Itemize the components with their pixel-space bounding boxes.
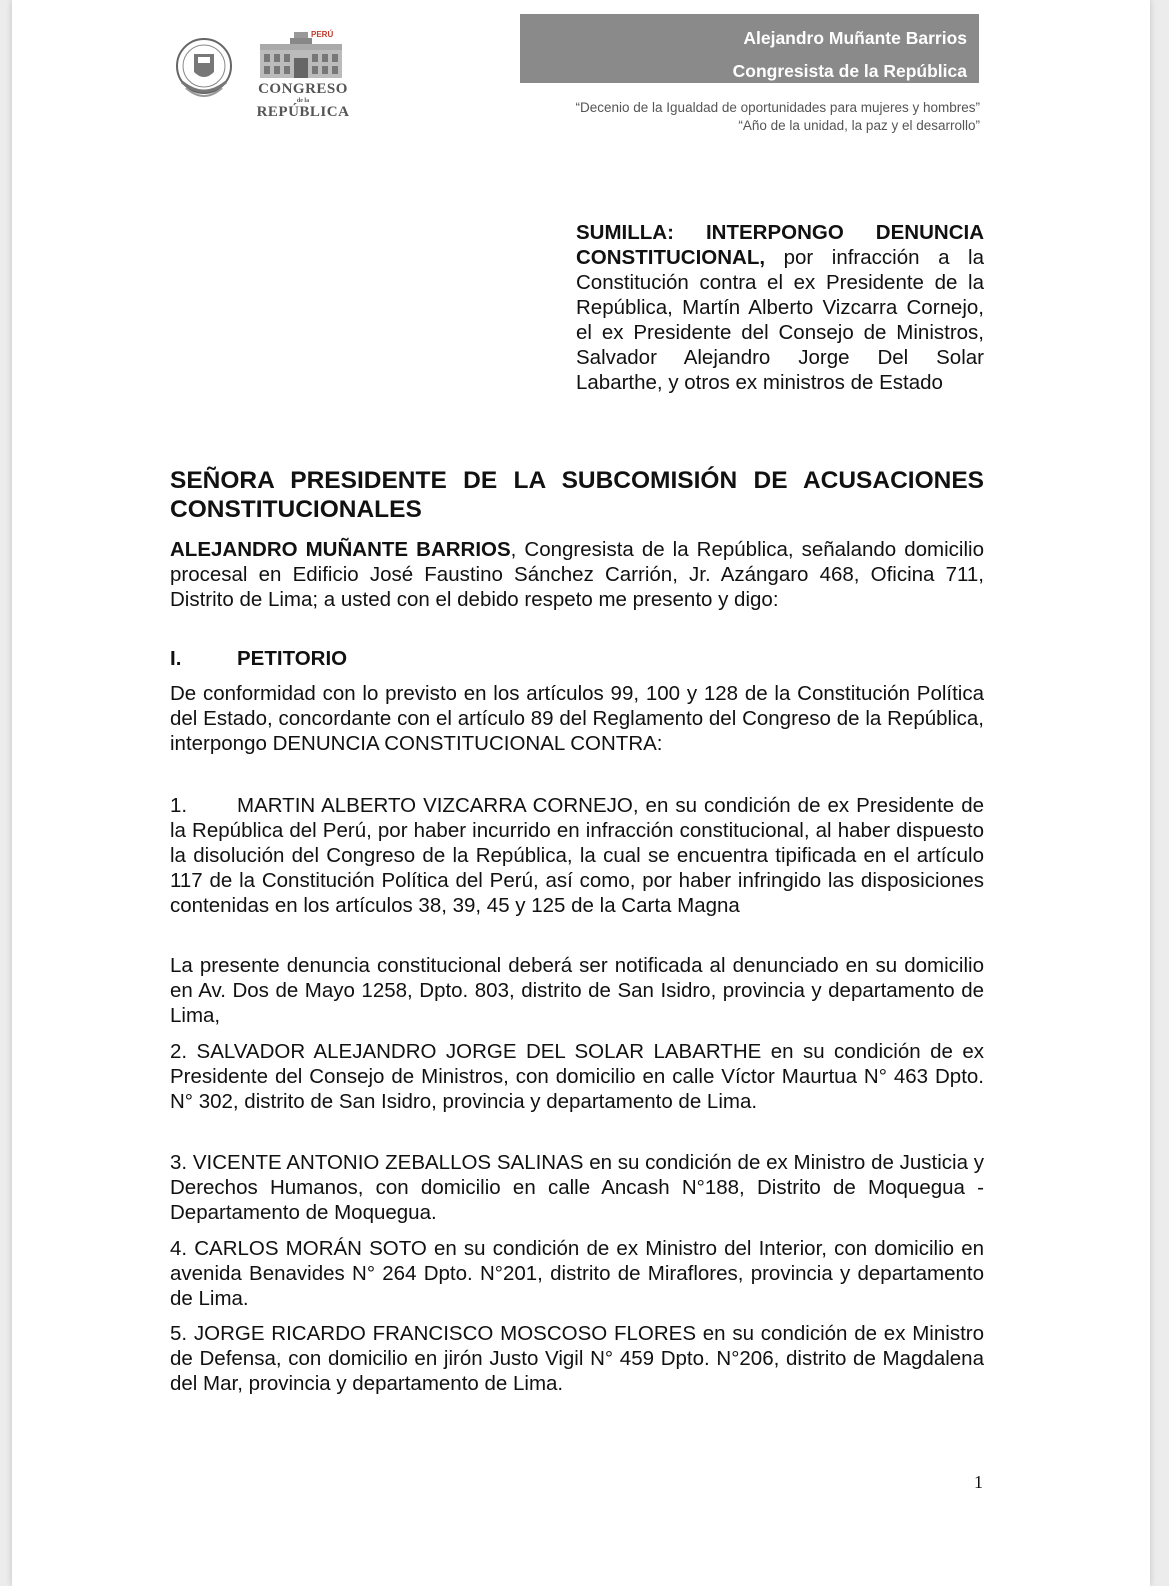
document-page (12, 0, 1150, 1586)
logo-line-2: de la (296, 98, 310, 104)
notification-paragraph: La presente denuncia constitucional deberá ser notificada al denunciado en su domicilio en Av. Dos de Mayo 1258, Dpto. 803, distrito de San Isidro, provincia y departamento de Lima, (170, 954, 984, 1027)
official-motto (576, 99, 981, 135)
item-4-paragraph: 4. CARLOS MORÁN SOTO en su condición de ex Ministro del Interior, con domicilio en avenida Benavides N° 264 Dpto. N°201, distrito de Miraflores, provincia y departamento de Lima. (170, 1237, 984, 1310)
section-number: I. (170, 647, 182, 670)
item-2-paragraph: 2. SALVADOR ALEJANDRO JORGE DEL SOLAR LABARTHE en su condición de ex Presidente del Consejo de Ministros, con domicilio en calle Víctor Maurtua N° 463 Dpto. N° 302, distrito de San Isidro, provincia y departamento de Lima. (170, 1040, 984, 1113)
logo-line-3: REPÚBLICA (256, 104, 350, 120)
item-1-number: 1. (170, 794, 188, 817)
author-header-box (520, 14, 979, 83)
item-3-paragraph: 3. VICENTE ANTONIO ZEBALLOS SALINAS en su condición de ex Ministro de Justicia y Derechos Humanos, con domicilio en calle Ancash N°188, Distrito de Moquegua - Departamento de Moquegua. (170, 1151, 984, 1224)
item-5-paragraph: 5. JORGE RICARDO FRANCISCO MOSCOSO FLORES en su condición de ex Ministro de Defensa, con domicilio en jirón Justo Vigil N° 459 Dpto. N°206, distrito de Magdalena del Mar, provincia y departamento de Lima. (170, 1322, 984, 1395)
logo-country-tag: PERÚ (311, 30, 334, 39)
logo-wordmark (248, 82, 358, 120)
petition-intro: De conformidad con lo previsto en los artículos 99, 100 y 128 de la Constitución Política del Estado, concordante con el artículo 89 del Reglamento del Congreso de la República, interpongo DENUNCIA CONSTITUCIONAL CONTRA: (170, 682, 984, 755)
sumilla-text: por infracción a la Constitución contra el ex Presidente de la República, Martín Alberto Vizcarra Cornejo, el ex Presidente del Consejo de Ministros, Salvador Alejandro Jorge Del Solar Labarthe, y otros ex ministros de Estado (576, 246, 984, 394)
item-1-text: MARTIN ALBERTO VIZCARRA CORNEJO, en su condición de ex Presidente de la República del Perú, por haber incurrido en infracción constitucional, al haber dispuesto la disolución del Congreso de la República, la cual se encuentra tipificada en el artículo 117 de la Constitución Política del Perú, así como, por haber infringido las disposiciones contenidas en los artículos 38, 39, 45 y 125 de la Carta Magna (170, 794, 984, 917)
item-1-paragraph (170, 793, 984, 918)
motto-line-1: “Decenio de la Igualdad de oportunidades para mujeres y hombres” (575, 100, 980, 115)
author-name: Alejandro Muñante Barrios (743, 28, 967, 48)
section-title: PETITORIO (237, 647, 348, 670)
section-heading (170, 646, 347, 671)
complainant-paragraph (170, 537, 984, 612)
complainant-name: ALEJANDRO MUÑANTE BARRIOS (170, 538, 511, 561)
sumilla-label: SUMILLA: INTERPONGO DENUNCIA CONSTITUCIONAL, (576, 221, 984, 269)
author-role: Congresista de la República (732, 61, 967, 81)
logo-line-1: CONGRESO (258, 81, 348, 97)
sumilla-block (576, 220, 984, 395)
addressee-heading: SEÑORA PRESIDENTE DE LA SUBCOMISIÓN DE ACUSACIONES CONSTITUCIONALES (170, 467, 984, 523)
page-number: 1 (974, 1472, 983, 1492)
motto-line-2: “Año de la unidad, la paz y el desarrollo” (738, 118, 980, 133)
complainant-text: , Congresista de la República, señalando domicilio procesal en Edificio José Faustino Sánchez Carrión, Jr. Azángaro 468, Oficina 711, Distrito de Lima; a usted con el debido respeto me presento y digo: (170, 538, 984, 611)
